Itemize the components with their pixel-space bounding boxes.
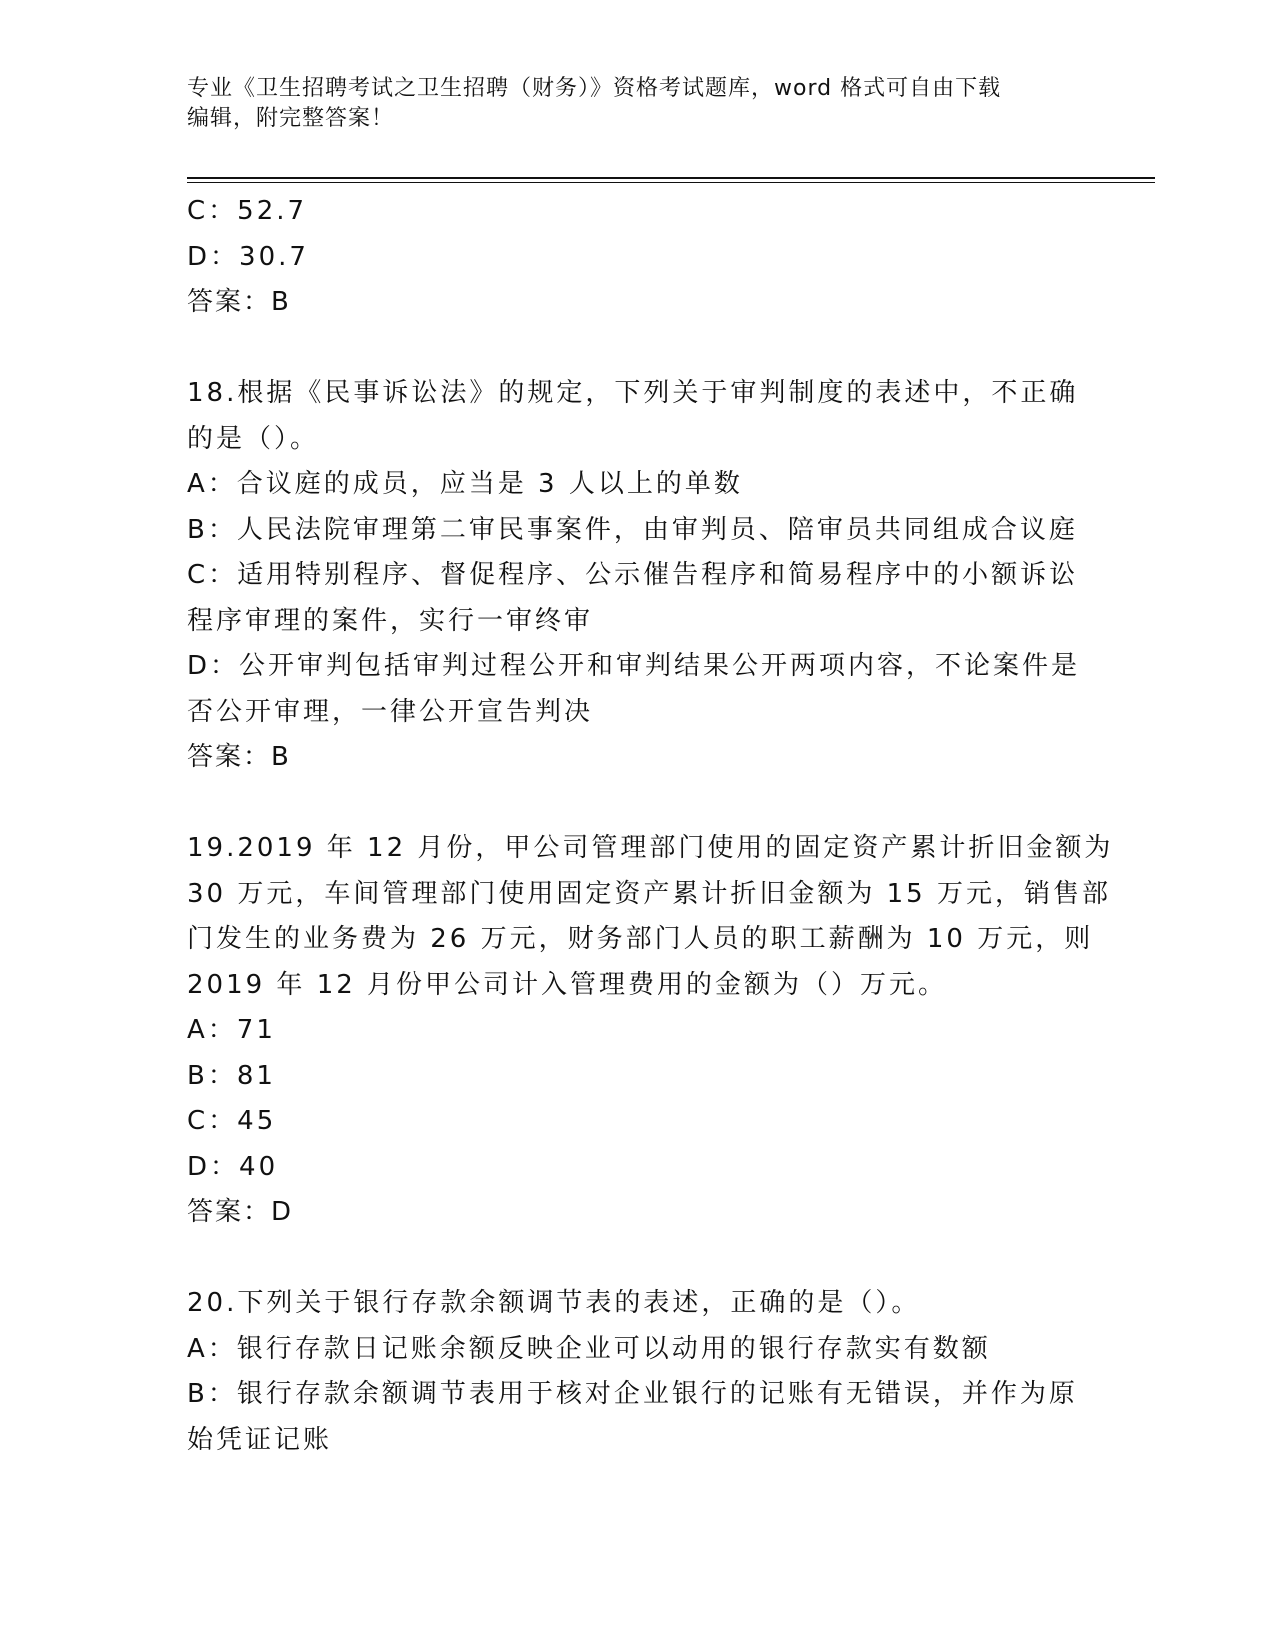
spacer bbox=[187, 1236, 1087, 1282]
header-line-2: 编辑，附完整答案！ bbox=[187, 106, 395, 131]
spacer bbox=[187, 326, 1087, 372]
option-c: C：52.7 bbox=[187, 196, 308, 226]
question-stem: 30 万元，车间管理部门使用固定资产累计折旧金额为 15 万元，销售部 bbox=[187, 878, 1111, 909]
option-a: A：合议庭的成员，应当是 3 人以上的单数 bbox=[187, 469, 743, 499]
answer-line: 答案：B bbox=[187, 287, 291, 317]
option-c-continued: 程序审理的案件，实行一审终审 bbox=[187, 605, 594, 636]
option-a: A：银行存款日记账余额反映企业可以动用的银行存款实有数额 bbox=[187, 1333, 991, 1364]
question-list bbox=[187, 189, 1114, 1463]
question-stem: 2019 年 12 月份甲公司计入管理费用的金额为（）万元。 bbox=[187, 969, 948, 1000]
option-b-continued: 始凭证记账 bbox=[187, 1424, 333, 1455]
option-c: C：45 bbox=[187, 1106, 277, 1136]
header-line-1: 专业《卫生招聘考试之卫生招聘（财务）》资格考试题库，word 格式可自由下载 bbox=[187, 76, 1002, 101]
header-rule-thin bbox=[187, 182, 1155, 183]
option-b: B：银行存款余额调节表用于核对企业银行的记账有无错误，并作为原 bbox=[187, 1379, 1078, 1409]
option-b: B：81 bbox=[187, 1060, 276, 1091]
question-19 bbox=[187, 826, 1114, 1236]
option-d: D：公开审判包括审判过程公开和审判结果公开两项内容，不论案件是 bbox=[187, 651, 1081, 681]
option-c: C：适用特别程序、督促程序、公示催告程序和简易程序中的小额诉讼 bbox=[187, 560, 1079, 590]
option-d-continued: 否公开审理，一律公开宣告判决 bbox=[187, 696, 594, 727]
document-header bbox=[187, 74, 1067, 134]
option-b: B：人民法院审理第二审民事案件，由审判员、陪审员共同组成合议庭 bbox=[187, 514, 1078, 545]
question-stem: 门发生的业务费为 26 万元，财务部门人员的职工薪酬为 10 万元，则 bbox=[187, 924, 1094, 954]
question-stem: 19.2019 年 12 月份，甲公司管理部门使用的固定资产累计折旧金额为 bbox=[187, 833, 1114, 863]
spacer bbox=[187, 781, 1087, 827]
option-a: A：71 bbox=[187, 1015, 276, 1045]
header-rule-thick bbox=[187, 177, 1155, 179]
answer-line: 答案：D bbox=[187, 1197, 294, 1227]
question-stem: 的是（）。 bbox=[187, 423, 320, 454]
question-18 bbox=[187, 371, 1087, 781]
question-20 bbox=[187, 1281, 1087, 1463]
question-stem: 20.下列关于银行存款余额调节表的表述，正确的是（）。 bbox=[187, 1288, 921, 1318]
option-d: D：30.7 bbox=[187, 241, 309, 272]
option-d: D：40 bbox=[187, 1151, 279, 1182]
answer-line: 答案：B bbox=[187, 742, 291, 772]
question-17-tail bbox=[187, 189, 1087, 326]
question-stem: 18.根据《民事诉讼法》的规定，下列关于审判制度的表述中，不正确 bbox=[187, 378, 1079, 408]
